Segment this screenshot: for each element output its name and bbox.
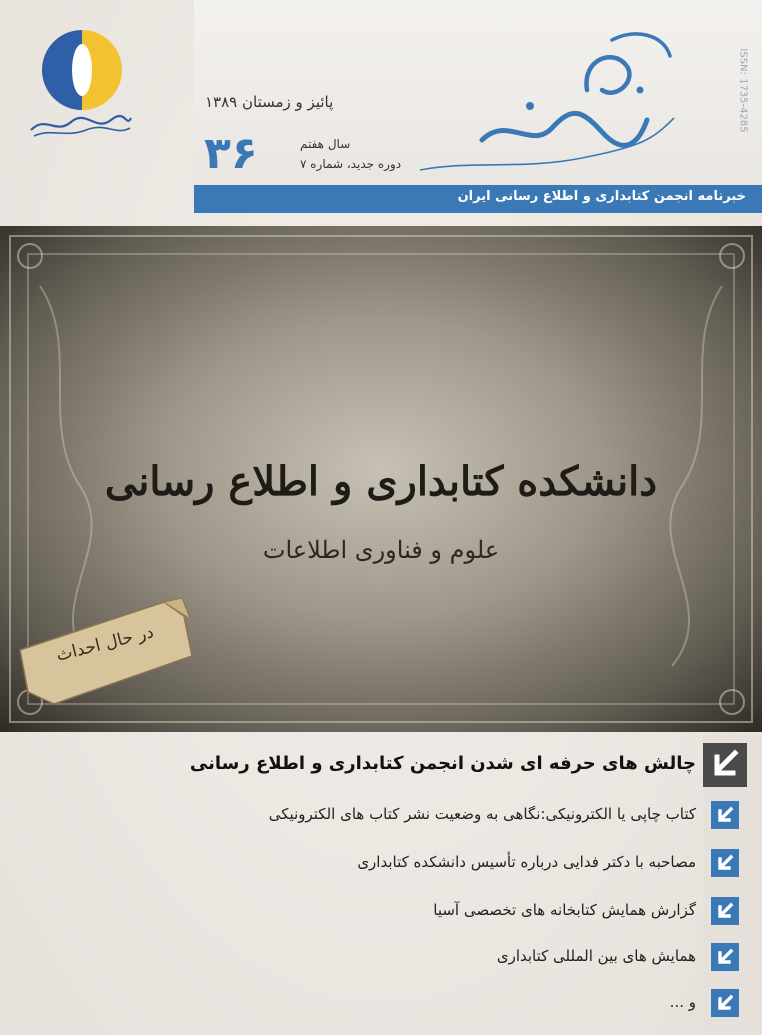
masthead-band <box>194 185 762 213</box>
arrow-down-left-icon <box>711 989 739 1017</box>
toc-item[interactable]: کتاب چاپی یا الکترونیکی:نگاهی به وضعیت نشر کتاب های الکترونیکی <box>268 805 696 823</box>
season-label: پائیز و زمستان ۱۳۸۹ <box>205 93 334 111</box>
year-label: سال هفتم <box>300 137 351 151</box>
toc-item[interactable]: همایش های بین المللی کتابداری <box>496 947 696 965</box>
toc-main-heading[interactable]: چالش های حرفه ای شدن انجمن کتابداری و اطلاع رسانی <box>189 753 696 774</box>
logo-caption-art <box>26 110 136 140</box>
toc-item[interactable]: و ... <box>669 993 696 1011</box>
masthead-calligraphy <box>412 20 682 180</box>
arrow-down-left-icon <box>711 849 739 877</box>
association-logo-icon <box>40 28 124 112</box>
period-label: دوره جدید، شماره ۷ <box>300 157 402 171</box>
under-construction-tag: در حال احداث <box>54 622 156 666</box>
issue-number: ۳۶ <box>204 128 258 179</box>
banner-subtitle: علوم و فناوری اطلاعات <box>262 536 500 564</box>
cover-banner <box>0 226 762 732</box>
toc-item[interactable]: مصاحبه با دکتر فدایی درباره تأسیس دانشکده کتابداری <box>357 853 696 871</box>
arrow-down-left-icon <box>711 897 739 925</box>
table-of-contents <box>0 735 762 1035</box>
arrow-down-left-icon <box>703 743 747 787</box>
issn-label: ISSN: 1735-4285 <box>737 48 749 133</box>
toc-item[interactable]: گزارش همایش کتابخانه های تخصصی آسیا <box>433 901 696 919</box>
arrow-down-left-icon <box>711 943 739 971</box>
masthead-band-text: خبرنامه انجمن کتابداری و اطلاع رسانی ایران <box>457 189 746 204</box>
arrow-down-left-icon <box>711 801 739 829</box>
banner-title: دانشکده کتابداری و اطلاع رسانی <box>104 458 658 505</box>
